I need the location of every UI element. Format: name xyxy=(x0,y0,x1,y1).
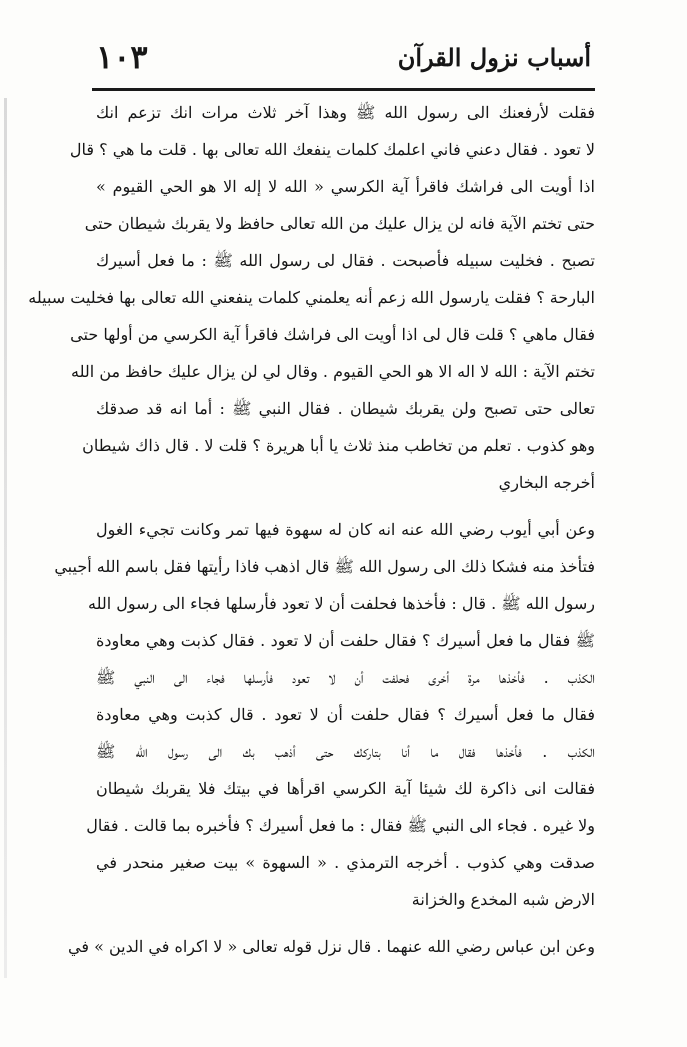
text-line: تصبح . فخليت سبيله فأصبحت . فقال لى رسول الله ﷺ : ما فعل أسيرك xyxy=(96,251,595,270)
text-line: فقال ما فعل أسيرك ؟ فقال حلفت أن لا تعود . قال كذبت وهي معاودة xyxy=(96,705,595,724)
text-line: الكذب . فأخذها مرة أخرى فحلفت أن لا تعود فأرسلها فجاء الى النبي ﷺ xyxy=(96,668,596,687)
text-line: وعن أبي أيوب رضي الله عنه انه كان له سهوة فيها تمر وكانت تجيء الغول xyxy=(96,520,595,539)
text-line: حتى تختم الآية فانه لن يزال عليك من الله تعالى حافظ ولا يقربك شيطان حتى xyxy=(84,214,595,233)
text-line: البارحة ؟ فقلت يارسول الله زعم أنه يعلمني كلمات ينفعني الله تعالى بها فخليت سبيله xyxy=(28,288,595,307)
text-line: فتأخذ منه فشكا ذلك الى رسول الله ﷺ قال اذهب فاذا رأيتها فقل باسم الله أجيبي xyxy=(54,557,595,576)
text-line: اذا أويت الى فراشك فاقرأ آية الكرسي « الله لا إله الا هو الحي القيوم » xyxy=(96,177,595,196)
body-text xyxy=(28,94,596,965)
text-line: وهو كذوب . تعلم من تخاطب منذ ثلاث يا أبا هريرة ؟ قلت لا . قال ذاك شيطان xyxy=(82,436,595,455)
text-line: تختم الآية : الله لا اله الا هو الحي القيوم . وقال لي لن يزال عليك حافظ من الله xyxy=(71,362,595,381)
text-line: الارض شبه المخدع والخزانة xyxy=(411,890,595,909)
text-line: فقال ماهي ؟ قلت قال لى اذا أويت الى فراشك فاقرأ آية الكرسي من أولها حتى xyxy=(70,325,595,344)
scan-edge-shadow xyxy=(4,98,7,978)
citation-line: أخرجه البخاري xyxy=(498,473,595,492)
text-line: ﷺ فقال ما فعل أسيرك ؟ فقال حلفت أن لا تعود . فقال كذبت وهي معاودة xyxy=(96,631,595,650)
header-rule xyxy=(92,88,595,91)
text-line: ولا غيره . فجاء الى النبي ﷺ فقال : ما فعل أسيرك ؟ فأخبره بما قالت . فقال xyxy=(86,816,595,835)
text-line: رسول الله ﷺ . قال : فأخذها فحلفت أن لا تعود فأرسلها فجاء الى رسول الله xyxy=(88,594,595,613)
text-line: الكذب . فأخذها فقال ما أنا بتاركك حتى أذهب بك الى رسول الله ﷺ xyxy=(96,742,595,761)
text-line: وعن ابن عباس رضي الله عنهما . قال نزل قوله تعالى « لا اكراه في الدين » في xyxy=(68,937,595,956)
text-line: صدقت وهي كذوب . أخرجه الترمذي . « السهوة » بيت صغير منحدر في xyxy=(96,853,595,872)
book-title: أسباب نزول القرآن xyxy=(397,42,591,72)
text-line: فقالت انى ذاكرة لك شيئا آية الكرسي اقرأها في بيتك فلا يقربك شيطان xyxy=(96,779,595,798)
page-number: ١٠٣ xyxy=(96,38,148,76)
page-header xyxy=(96,28,591,86)
text-line: لا تعود . فقال دعني فاني اعلمك كلمات ينفعك الله تعالى بها . قلت ما هي ؟ قال xyxy=(69,140,595,159)
text-line: تعالى حتى تصبح ولن يقربك شيطان . فقال النبي ﷺ : أما انه قد صدقك xyxy=(96,399,595,418)
text-line: فقلت لأرفعنك الى رسول الله ﷺ وهذا آخر ثلاث مرات انك تزعم انك xyxy=(96,103,595,122)
